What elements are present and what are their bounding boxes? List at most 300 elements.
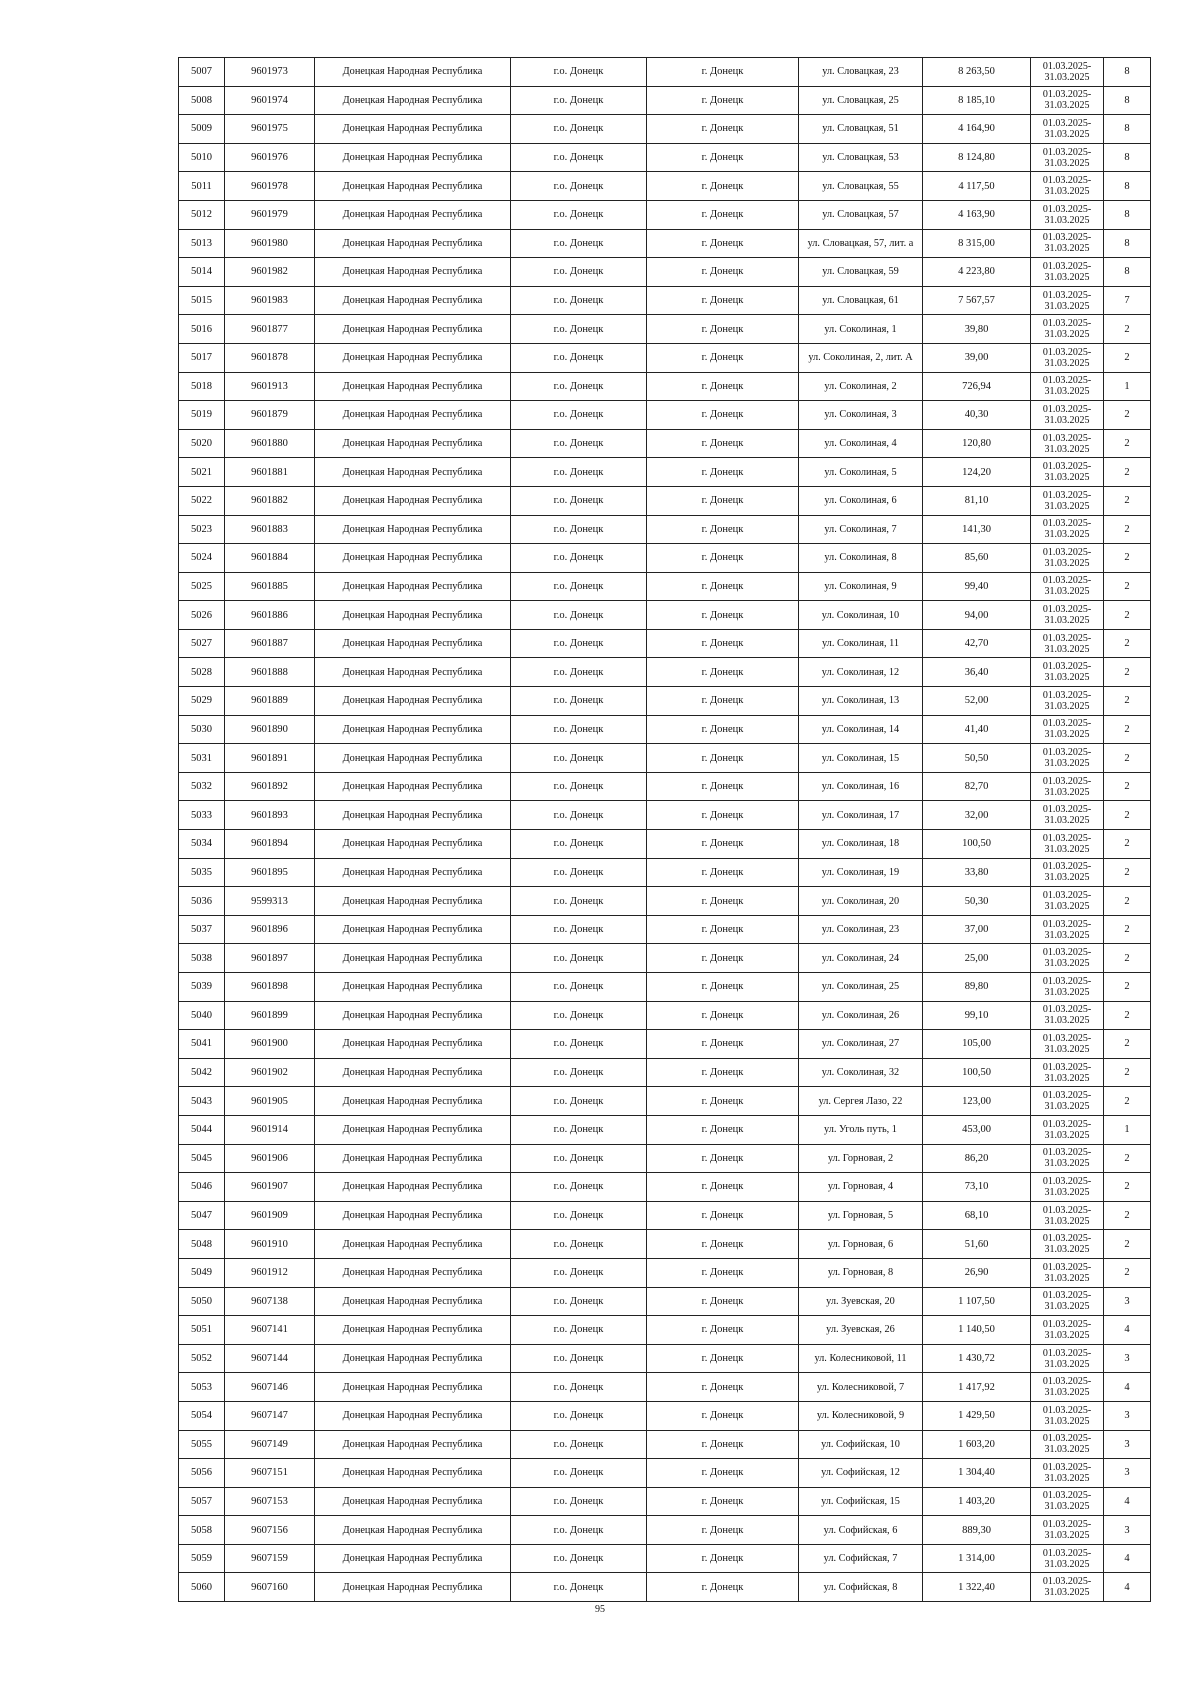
period-end: 31.03.2025 [1044, 1501, 1090, 1513]
period-cell [1031, 372, 1104, 401]
city-cell: г. Донецк [647, 229, 799, 258]
district-cell: г.о. Донецк [511, 372, 647, 401]
count-cell: 2 [1104, 858, 1151, 887]
period-end: 31.03.2025 [1044, 586, 1090, 598]
area-cell: 68,10 [923, 1201, 1031, 1230]
period-start: 01.03.2025- [1042, 1032, 1092, 1044]
address-cell: ул. Словацкая, 57 [799, 200, 923, 229]
count-cell: 8 [1104, 86, 1151, 115]
row-number-cell: 5057 [179, 1487, 225, 1516]
period-end: 31.03.2025 [1044, 1215, 1090, 1227]
period-end: 31.03.2025 [1044, 1072, 1090, 1084]
city-cell: г. Донецк [647, 58, 799, 87]
area-cell: 1 430,72 [923, 1344, 1031, 1373]
period-start: 01.03.2025- [1042, 232, 1092, 244]
area-cell: 100,50 [923, 1058, 1031, 1087]
region-cell: Донецкая Народная Республика [315, 1173, 511, 1202]
area-cell: 124,20 [923, 458, 1031, 487]
count-cell: 4 [1104, 1573, 1151, 1602]
region-cell: Донецкая Народная Республика [315, 1030, 511, 1059]
area-cell: 52,00 [923, 687, 1031, 716]
district-cell: г.о. Донецк [511, 1516, 647, 1545]
region-cell: Донецкая Народная Республика [315, 1573, 511, 1602]
address-cell: ул. Горновая, 8 [799, 1258, 923, 1287]
cadastral-id-cell: 9601913 [225, 372, 315, 401]
period-cell [1031, 973, 1104, 1002]
address-cell: ул. Соколиная, 20 [799, 887, 923, 916]
period-end: 31.03.2025 [1044, 300, 1090, 312]
row-number-cell: 5051 [179, 1316, 225, 1345]
address-cell: ул. Соколиная, 24 [799, 944, 923, 973]
region-cell: Донецкая Народная Республика [315, 1287, 511, 1316]
city-cell: г. Донецк [647, 744, 799, 773]
count-cell: 4 [1104, 1544, 1151, 1573]
count-cell: 2 [1104, 772, 1151, 801]
table-row [179, 229, 1151, 258]
city-cell: г. Донецк [647, 1230, 799, 1259]
area-cell: 1 403,20 [923, 1487, 1031, 1516]
table-row [179, 601, 1151, 630]
period-end: 31.03.2025 [1044, 643, 1090, 655]
period-cell [1031, 1058, 1104, 1087]
district-cell: г.о. Донецк [511, 1030, 647, 1059]
count-cell: 4 [1104, 1373, 1151, 1402]
period-cell [1031, 1516, 1104, 1545]
region-cell: Донецкая Народная Республика [315, 115, 511, 144]
row-number-cell: 5052 [179, 1344, 225, 1373]
region-cell: Донецкая Народная Республика [315, 944, 511, 973]
period-start: 01.03.2025- [1042, 832, 1092, 844]
period-end: 31.03.2025 [1044, 71, 1090, 83]
row-number-cell: 5031 [179, 744, 225, 773]
row-number-cell: 5019 [179, 401, 225, 430]
count-cell: 2 [1104, 1258, 1151, 1287]
count-cell: 2 [1104, 801, 1151, 830]
region-cell: Донецкая Народная Республика [315, 1201, 511, 1230]
address-cell: ул. Соколиная, 11 [799, 629, 923, 658]
period-start: 01.03.2025- [1042, 1576, 1092, 1588]
count-cell: 2 [1104, 486, 1151, 515]
row-number-cell: 5011 [179, 172, 225, 201]
table-row [179, 715, 1151, 744]
area-cell: 1 304,40 [923, 1459, 1031, 1488]
count-cell: 2 [1104, 687, 1151, 716]
district-cell: г.о. Донецк [511, 1401, 647, 1430]
address-cell: ул. Словацкая, 51 [799, 115, 923, 144]
region-cell: Донецкая Народная Республика [315, 229, 511, 258]
row-number-cell: 5018 [179, 372, 225, 401]
period-start: 01.03.2025- [1042, 1233, 1092, 1245]
district-cell: г.о. Донецк [511, 200, 647, 229]
area-cell: 40,30 [923, 401, 1031, 430]
area-cell: 33,80 [923, 858, 1031, 887]
count-cell: 2 [1104, 1087, 1151, 1116]
region-cell: Донецкая Народная Республика [315, 1115, 511, 1144]
cadastral-id-cell: 9601898 [225, 973, 315, 1002]
city-cell: г. Донецк [647, 887, 799, 916]
city-cell: г. Донецк [647, 830, 799, 859]
period-end: 31.03.2025 [1044, 901, 1090, 913]
address-cell: ул. Зуевская, 20 [799, 1287, 923, 1316]
count-cell: 2 [1104, 629, 1151, 658]
address-cell: ул. Соколиная, 8 [799, 544, 923, 573]
period-end: 31.03.2025 [1044, 157, 1090, 169]
district-cell: г.о. Донецк [511, 887, 647, 916]
row-number-cell: 5023 [179, 515, 225, 544]
period-cell [1031, 1573, 1104, 1602]
period-cell [1031, 715, 1104, 744]
row-number-cell: 5047 [179, 1201, 225, 1230]
address-cell: ул. Соколиная, 3 [799, 401, 923, 430]
row-number-cell: 5050 [179, 1287, 225, 1316]
district-cell: г.о. Донецк [511, 58, 647, 87]
period-start: 01.03.2025- [1042, 1461, 1092, 1473]
period-end: 31.03.2025 [1044, 1043, 1090, 1055]
district-cell: г.о. Донецк [511, 772, 647, 801]
table-row [179, 658, 1151, 687]
cadastral-id-cell: 9607159 [225, 1544, 315, 1573]
page-number: 95 [595, 1604, 605, 1615]
period-cell [1031, 229, 1104, 258]
cadastral-id-cell: 9601899 [225, 1001, 315, 1030]
period-start: 01.03.2025- [1042, 289, 1092, 301]
cadastral-id-cell: 9601979 [225, 200, 315, 229]
period-cell [1031, 458, 1104, 487]
table-row [179, 1173, 1151, 1202]
area-cell: 99,10 [923, 1001, 1031, 1030]
city-cell: г. Донецк [647, 629, 799, 658]
table-row [179, 1144, 1151, 1173]
period-start: 01.03.2025- [1042, 146, 1092, 158]
region-cell: Донецкая Народная Республика [315, 1459, 511, 1488]
address-cell: ул. Соколиная, 26 [799, 1001, 923, 1030]
cadastral-id-cell: 9599313 [225, 887, 315, 916]
table-row [179, 1544, 1151, 1573]
period-start: 01.03.2025- [1042, 747, 1092, 759]
row-number-cell: 5041 [179, 1030, 225, 1059]
period-end: 31.03.2025 [1044, 100, 1090, 112]
row-number-cell: 5042 [179, 1058, 225, 1087]
period-end: 31.03.2025 [1044, 1530, 1090, 1542]
region-cell: Донецкая Народная Республика [315, 687, 511, 716]
period-start: 01.03.2025- [1042, 546, 1092, 558]
period-start: 01.03.2025- [1042, 1347, 1092, 1359]
cadastral-id-cell: 9601885 [225, 572, 315, 601]
region-cell: Донецкая Народная Республика [315, 1001, 511, 1030]
period-cell [1031, 1001, 1104, 1030]
row-number-cell: 5034 [179, 830, 225, 859]
table-row [179, 315, 1151, 344]
period-end: 31.03.2025 [1044, 1129, 1090, 1141]
cadastral-id-cell: 9601974 [225, 86, 315, 115]
district-cell: г.о. Донецк [511, 1487, 647, 1516]
address-cell: ул. Соколиная, 2, лит. А [799, 343, 923, 372]
period-cell [1031, 1230, 1104, 1259]
period-cell [1031, 858, 1104, 887]
district-cell: г.о. Донецк [511, 143, 647, 172]
city-cell: г. Донецк [647, 286, 799, 315]
period-start: 01.03.2025- [1042, 1519, 1092, 1531]
address-cell: ул. Соколиная, 12 [799, 658, 923, 687]
area-cell: 8 315,00 [923, 229, 1031, 258]
region-cell: Донецкая Народная Республика [315, 143, 511, 172]
period-cell [1031, 343, 1104, 372]
region-cell: Донецкая Народная Республика [315, 172, 511, 201]
address-cell: ул. Сергея Лазо, 22 [799, 1087, 923, 1116]
table-row [179, 801, 1151, 830]
city-cell: г. Донецк [647, 200, 799, 229]
district-cell: г.о. Донецк [511, 1344, 647, 1373]
district-cell: г.о. Донецк [511, 715, 647, 744]
row-number-cell: 5029 [179, 687, 225, 716]
row-number-cell: 5054 [179, 1401, 225, 1430]
region-cell: Донецкая Народная Республика [315, 1430, 511, 1459]
region-cell: Донецкая Народная Республика [315, 629, 511, 658]
region-cell: Донецкая Народная Республика [315, 1516, 511, 1545]
district-cell: г.о. Донецк [511, 944, 647, 973]
district-cell: г.о. Донецк [511, 1058, 647, 1087]
area-cell: 36,40 [923, 658, 1031, 687]
period-end: 31.03.2025 [1044, 1358, 1090, 1370]
cadastral-id-cell: 9601894 [225, 830, 315, 859]
cadastral-id-cell: 9601892 [225, 772, 315, 801]
row-number-cell: 5009 [179, 115, 225, 144]
area-cell: 73,10 [923, 1173, 1031, 1202]
address-cell: ул. Словацкая, 55 [799, 172, 923, 201]
period-end: 31.03.2025 [1044, 500, 1090, 512]
period-end: 31.03.2025 [1044, 1301, 1090, 1313]
period-start: 01.03.2025- [1042, 346, 1092, 358]
cadastral-id-cell: 9601883 [225, 515, 315, 544]
period-start: 01.03.2025- [1042, 1261, 1092, 1273]
period-cell [1031, 1201, 1104, 1230]
period-end: 31.03.2025 [1044, 929, 1090, 941]
address-cell: ул. Соколиная, 7 [799, 515, 923, 544]
area-cell: 50,50 [923, 744, 1031, 773]
row-number-cell: 5038 [179, 944, 225, 973]
cadastral-id-cell: 9601900 [225, 1030, 315, 1059]
district-cell: г.о. Донецк [511, 801, 647, 830]
row-number-cell: 5035 [179, 858, 225, 887]
district-cell: г.о. Донецк [511, 1087, 647, 1116]
address-cell: ул. Софийская, 10 [799, 1430, 923, 1459]
city-cell: г. Донецк [647, 315, 799, 344]
count-cell: 2 [1104, 544, 1151, 573]
district-cell: г.о. Донецк [511, 172, 647, 201]
cadastral-id-cell: 9601879 [225, 401, 315, 430]
cadastral-id-cell: 9601978 [225, 172, 315, 201]
count-cell: 3 [1104, 1401, 1151, 1430]
count-cell: 1 [1104, 1115, 1151, 1144]
row-number-cell: 5044 [179, 1115, 225, 1144]
city-cell: г. Донецк [647, 1115, 799, 1144]
period-cell [1031, 1344, 1104, 1373]
district-cell: г.о. Донецк [511, 601, 647, 630]
city-cell: г. Донецк [647, 1087, 799, 1116]
region-cell: Донецкая Народная Республика [315, 1344, 511, 1373]
address-cell: ул. Соколиная, 5 [799, 458, 923, 487]
count-cell: 2 [1104, 601, 1151, 630]
table-row [179, 1058, 1151, 1087]
period-end: 31.03.2025 [1044, 1587, 1090, 1599]
address-cell: ул. Словацкая, 61 [799, 286, 923, 315]
row-number-cell: 5027 [179, 629, 225, 658]
period-end: 31.03.2025 [1044, 414, 1090, 426]
period-end: 31.03.2025 [1044, 357, 1090, 369]
table-row [179, 572, 1151, 601]
period-cell [1031, 515, 1104, 544]
cadastral-id-cell: 9601893 [225, 801, 315, 830]
cadastral-id-cell: 9601909 [225, 1201, 315, 1230]
table-row [179, 1373, 1151, 1402]
address-cell: ул. Горновая, 5 [799, 1201, 923, 1230]
area-cell: 85,60 [923, 544, 1031, 573]
period-start: 01.03.2025- [1042, 1433, 1092, 1445]
count-cell: 8 [1104, 115, 1151, 144]
region-cell: Донецкая Народная Республика [315, 1087, 511, 1116]
period-end: 31.03.2025 [1044, 386, 1090, 398]
cadastral-id-cell: 9607151 [225, 1459, 315, 1488]
city-cell: г. Донецк [647, 973, 799, 1002]
row-number-cell: 5010 [179, 143, 225, 172]
cadastral-id-cell: 9601910 [225, 1230, 315, 1259]
city-cell: г. Донецк [647, 1459, 799, 1488]
region-cell: Донецкая Народная Республика [315, 915, 511, 944]
period-cell [1031, 486, 1104, 515]
period-start: 01.03.2025- [1042, 1318, 1092, 1330]
count-cell: 2 [1104, 715, 1151, 744]
area-cell: 26,90 [923, 1258, 1031, 1287]
area-cell: 1 603,20 [923, 1430, 1031, 1459]
period-cell [1031, 744, 1104, 773]
city-cell: г. Донецк [647, 801, 799, 830]
city-cell: г. Донецк [647, 115, 799, 144]
period-end: 31.03.2025 [1044, 472, 1090, 484]
district-cell: г.о. Донецк [511, 544, 647, 573]
address-cell: ул. Софийская, 6 [799, 1516, 923, 1545]
city-cell: г. Донецк [647, 1144, 799, 1173]
table-row [179, 1287, 1151, 1316]
period-end: 31.03.2025 [1044, 786, 1090, 798]
cadastral-id-cell: 9601882 [225, 486, 315, 515]
period-cell [1031, 1373, 1104, 1402]
period-start: 01.03.2025- [1042, 117, 1092, 129]
row-number-cell: 5017 [179, 343, 225, 372]
period-end: 31.03.2025 [1044, 1472, 1090, 1484]
cadastral-id-cell: 9607146 [225, 1373, 315, 1402]
address-cell: ул. Соколиная, 9 [799, 572, 923, 601]
city-cell: г. Донецк [647, 1373, 799, 1402]
period-start: 01.03.2025- [1042, 890, 1092, 902]
address-cell: ул. Соколиная, 2 [799, 372, 923, 401]
table-row [179, 1516, 1151, 1545]
region-cell: Донецкая Народная Республика [315, 458, 511, 487]
region-cell: Донецкая Народная Республика [315, 744, 511, 773]
area-cell: 889,30 [923, 1516, 1031, 1545]
cadastral-id-cell: 9601895 [225, 858, 315, 887]
region-cell: Донецкая Народная Республика [315, 601, 511, 630]
period-cell [1031, 915, 1104, 944]
table-row [179, 372, 1151, 401]
table-row [179, 1316, 1151, 1345]
region-cell: Донецкая Народная Республика [315, 86, 511, 115]
period-cell [1031, 1115, 1104, 1144]
table-row [179, 858, 1151, 887]
region-cell: Донецкая Народная Республика [315, 1058, 511, 1087]
register-table [178, 57, 1151, 1602]
address-cell: ул. Софийская, 15 [799, 1487, 923, 1516]
area-cell: 32,00 [923, 801, 1031, 830]
district-cell: г.о. Донецк [511, 515, 647, 544]
period-start: 01.03.2025- [1042, 175, 1092, 187]
district-cell: г.о. Донецк [511, 658, 647, 687]
row-number-cell: 5007 [179, 58, 225, 87]
period-cell [1031, 286, 1104, 315]
district-cell: г.о. Донецк [511, 1173, 647, 1202]
table-body [179, 58, 1151, 1602]
period-end: 31.03.2025 [1044, 214, 1090, 226]
address-cell: ул. Соколиная, 13 [799, 687, 923, 716]
area-cell: 1 417,92 [923, 1373, 1031, 1402]
period-end: 31.03.2025 [1044, 186, 1090, 198]
period-cell [1031, 1087, 1104, 1116]
area-cell: 39,00 [923, 343, 1031, 372]
cadastral-id-cell: 9601905 [225, 1087, 315, 1116]
period-start: 01.03.2025- [1042, 1490, 1092, 1502]
cadastral-id-cell: 9601897 [225, 944, 315, 973]
count-cell: 2 [1104, 973, 1151, 1002]
city-cell: г. Донецк [647, 1316, 799, 1345]
count-cell: 2 [1104, 1230, 1151, 1259]
address-cell: ул. Соколиная, 25 [799, 973, 923, 1002]
count-cell: 8 [1104, 172, 1151, 201]
region-cell: Донецкая Народная Республика [315, 343, 511, 372]
period-start: 01.03.2025- [1042, 1404, 1092, 1416]
period-end: 31.03.2025 [1044, 615, 1090, 627]
district-cell: г.о. Донецк [511, 115, 647, 144]
period-cell [1031, 1487, 1104, 1516]
district-cell: г.о. Донецк [511, 86, 647, 115]
row-number-cell: 5025 [179, 572, 225, 601]
cadastral-id-cell: 9601975 [225, 115, 315, 144]
period-cell [1031, 944, 1104, 973]
region-cell: Донецкая Народная Республика [315, 1230, 511, 1259]
table-row [179, 973, 1151, 1002]
period-end: 31.03.2025 [1044, 443, 1090, 455]
region-cell: Донецкая Народная Республика [315, 1144, 511, 1173]
table-row [179, 1201, 1151, 1230]
cadastral-id-cell: 9601881 [225, 458, 315, 487]
area-cell: 100,50 [923, 830, 1031, 859]
table-row [179, 115, 1151, 144]
period-start: 01.03.2025- [1042, 1204, 1092, 1216]
district-cell: г.о. Донецк [511, 429, 647, 458]
row-number-cell: 5021 [179, 458, 225, 487]
period-end: 31.03.2025 [1044, 1272, 1090, 1284]
city-cell: г. Донецк [647, 544, 799, 573]
area-cell: 89,80 [923, 973, 1031, 1002]
area-cell: 50,30 [923, 887, 1031, 916]
table-row [179, 915, 1151, 944]
count-cell: 2 [1104, 1030, 1151, 1059]
city-cell: г. Донецк [647, 1258, 799, 1287]
period-start: 01.03.2025- [1042, 1090, 1092, 1102]
district-cell: г.о. Донецк [511, 1430, 647, 1459]
cadastral-id-cell: 9601973 [225, 58, 315, 87]
city-cell: г. Донецк [647, 1287, 799, 1316]
table-row [179, 1401, 1151, 1430]
count-cell: 2 [1104, 658, 1151, 687]
